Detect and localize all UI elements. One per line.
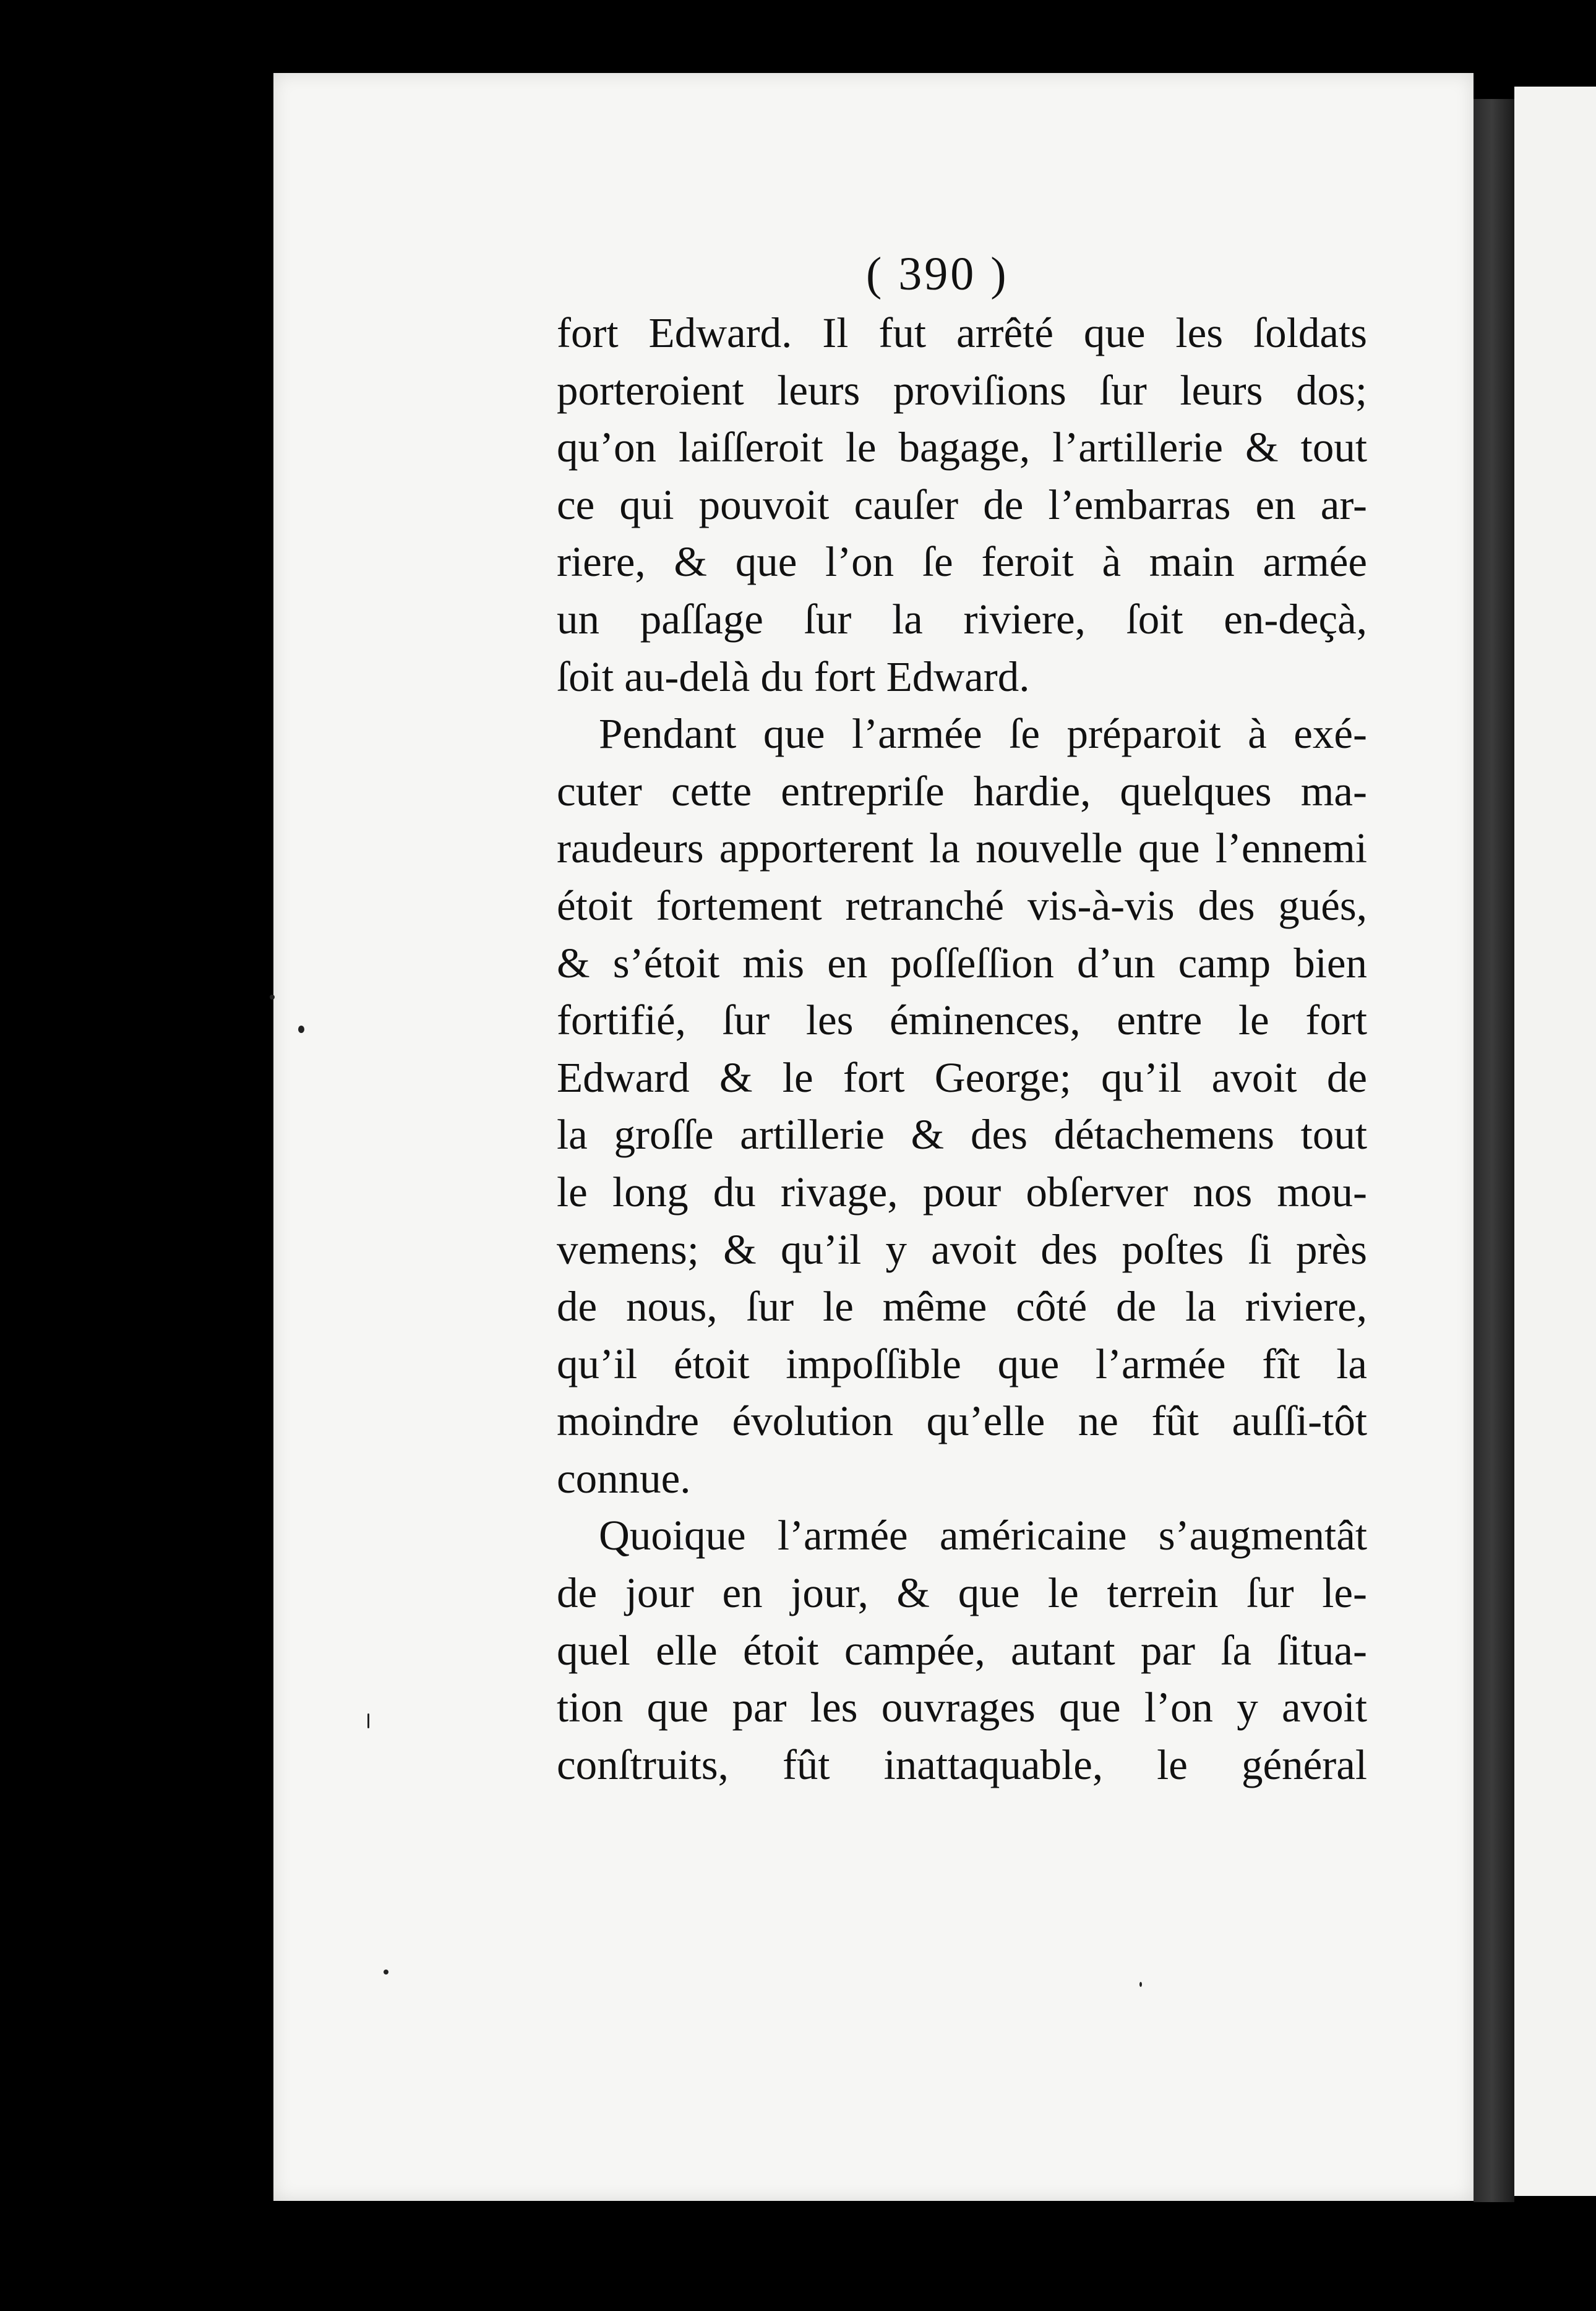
text-line: la groſſe artillerie & des détachemens tout [557, 1111, 1367, 1159]
text-line: de nous, ſur le même côté de la riviere, [557, 1283, 1367, 1331]
text-line: Quoique l’armée américaine s’augmentât [599, 1512, 1367, 1559]
book-binding-gutter [1474, 99, 1514, 2202]
text-line: vemens; & qu’il y avoit des poſtes ſi près [557, 1225, 1367, 1273]
ink-speck [384, 1970, 388, 1974]
text-line: Pendant que l’armée ſe préparoit à exé- [599, 710, 1367, 758]
text-line: & s’étoit mis en poſſeſſion d’un camp bien [557, 939, 1367, 987]
ink-speck [298, 1026, 304, 1033]
ink-speck [270, 995, 275, 1000]
text-line: cuter cette entrepriſe hardie, quelques ma- [557, 767, 1367, 815]
text-line: Edward & le fort George; qu’il avoit de [557, 1053, 1367, 1101]
text-line: qu’on laiſſeroit le bagage, l’artillerie & tout [557, 424, 1367, 471]
text-line: qu’il étoit impoſſible que l’armée fît la [557, 1340, 1367, 1387]
text-line: le long du rivage, pour obſerver nos mou- [557, 1168, 1367, 1216]
text-line: fort Edward. Il fut arrêté que les ſoldats [557, 309, 1367, 356]
text-line: connue. [557, 1454, 691, 1502]
text-line: étoit fortement retranché vis-à-vis des gués, [557, 881, 1367, 929]
page-number: ( 390 ) [866, 248, 1009, 300]
text-line: fortifié, ſur les éminences, entre le fort [557, 997, 1367, 1044]
text-line: tion que par les ouvrages que l’on y avoit [557, 1684, 1367, 1731]
text-line: ſoit au-delà du fort Edward. [557, 653, 1030, 700]
text-line: conſtruits, fût inattaquable, le général [557, 1741, 1367, 1788]
text-line: ce qui pouvoit cauſer de l’embarras en ar- [557, 481, 1367, 528]
text-line: porteroient leurs proviſions ſur leurs dos; [557, 366, 1367, 414]
facing-page-edge [1514, 87, 1596, 2196]
ink-speck [367, 1713, 369, 1728]
text-line: raudeurs apporterent la nouvelle que l’ennemi [557, 825, 1367, 872]
ink-speck [1139, 1982, 1142, 1987]
page-body-text [557, 304, 1367, 1793]
text-line: riere, & que l’on ſe feroit à main armée [557, 538, 1367, 586]
text-line: de jour en jour, & que le terrein ſur le- [557, 1569, 1367, 1617]
text-line: quel elle étoit campée, autant par ſa ſitua- [557, 1626, 1367, 1674]
text-line: un paſſage ſur la riviere, ſoit en-deçà, [557, 595, 1367, 643]
text-line: moindre évolution qu’elle ne fût auſſi-tôt [557, 1397, 1367, 1445]
